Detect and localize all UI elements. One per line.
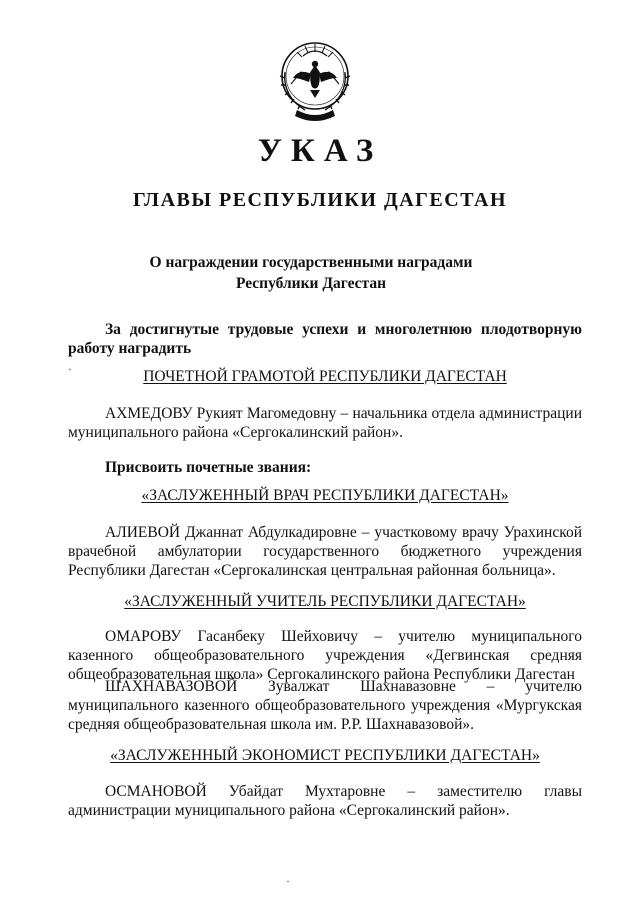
- scan-mark: ·: [286, 874, 290, 888]
- decree-title: УКАЗ: [257, 133, 383, 169]
- scan-mark: `: [68, 366, 72, 380]
- coat-of-arms-emblem: [271, 32, 359, 124]
- intro-paragraph: За достигнутые трудовые успехи и многолетнюю плодотворную работу наградить: [68, 321, 582, 357]
- decree-subject-line-2: Республики Дагестан: [235, 275, 387, 292]
- recipient-alieva: АЛИЕВОЙ Джаннат Абдулкадировне – участковому врачу Урахинской врачебной амбулатории государственного бюджетного учреждения Республики Дагестан «Сергокалинская центральная районная больница».: [68, 524, 582, 579]
- recipient-akhmedova: АХМЕДОВУ Рукият Магомедовну – начальника отдела администрации муниципального района «Сергокалинский район».: [68, 405, 582, 441]
- decree-issuer: ГЛАВЫ РЕСПУБЛИКИ ДАГЕСТАН: [132, 189, 508, 211]
- decree-subject-line-1: О награждении государственными наградами: [149, 254, 473, 271]
- decree-subject: [0, 252, 622, 294]
- award-heading-honored-teacher: «ЗАСЛУЖЕННЫЙ УЧИТЕЛЬ РЕСПУБЛИКИ ДАГЕСТАН»: [124, 593, 526, 610]
- recipient-shakhnavazova: ШАХНАВАЗОВОЙ Зувалжат Шахнавазовне – учителю муниципального казенного общеобразовательного учреждения «Мургукская средняя общеобразовательная школа им. Р.Р. Шахнавазовой».: [68, 678, 582, 733]
- award-heading-honor-certificate: ПОЧЕТНОЙ ГРАМОТОЙ РЕСПУБЛИКИ ДАГЕСТАН: [143, 368, 507, 385]
- award-heading-honored-doctor: «ЗАСЛУЖЕННЫЙ ВРАЧ РЕСПУБЛИКИ ДАГЕСТАН»: [141, 487, 509, 504]
- recipient-omarov: ОМАРОВУ Гасанбеку Шейховичу – учителю муниципального казенного общеобразовательного учреждения «Дегвинская средняя общеобразовательная школа» Сергокалинского района Республики Дагестан: [68, 628, 582, 683]
- recipient-osmanova: ОСМАНОВОЙ Убайдат Мухтаровне – заместителю главы администрации муниципального района «Сергокалинский район».: [68, 783, 582, 819]
- assign-titles-label: Присвоить почетные звания:: [105, 459, 312, 476]
- award-heading-honored-economist: «ЗАСЛУЖЕННЫЙ ЭКОНОМИСТ РЕСПУБЛИКИ ДАГЕСТАН»: [110, 747, 540, 764]
